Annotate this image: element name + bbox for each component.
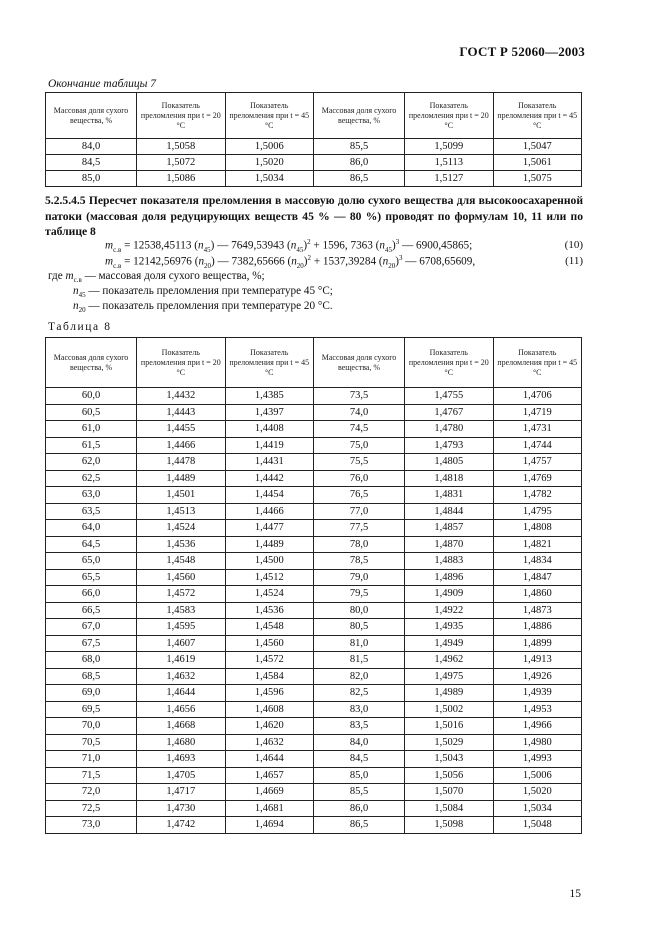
table-cell: 84,5 — [46, 155, 137, 171]
table-cell: 1,5058 — [137, 139, 225, 155]
table-cell: 1,4478 — [137, 454, 225, 471]
table-cell: 1,4935 — [405, 619, 493, 636]
table-cell: 76,0 — [313, 470, 404, 487]
table-cell: 1,5020 — [493, 784, 581, 801]
table-cell: 1,4385 — [225, 388, 313, 405]
table-cell: 74,0 — [313, 404, 404, 421]
table7-header-cell: Показатель преломления при t = 45 °С — [493, 93, 581, 139]
table-row — [46, 767, 582, 784]
table-cell: 78,0 — [313, 536, 404, 553]
table-cell: 65,0 — [46, 553, 137, 570]
legend-desc2: — показатель преломления при температуре 45 °С; — [85, 285, 333, 297]
table-cell: 1,4466 — [137, 437, 225, 454]
table-row — [46, 817, 582, 834]
legend-line-3 — [73, 300, 333, 314]
table-cell: 1,4860 — [493, 586, 581, 603]
table-cell: 67,5 — [46, 635, 137, 652]
formula11-part1: = 12142,56976 ( — [121, 255, 199, 268]
table-cell: 1,4706 — [493, 388, 581, 405]
formula10-part2: ) — 7649,53943 ( — [210, 239, 291, 252]
table-cell: 1,4949 — [405, 635, 493, 652]
table-cell: 74,5 — [313, 421, 404, 438]
formula11-part4: + 1537,39284 ( — [311, 255, 383, 268]
formula11-n2: n — [291, 255, 297, 268]
table-cell: 1,4744 — [493, 437, 581, 454]
formula-11 — [105, 254, 475, 270]
table7-header-cell: Показатель преломления при t = 45 °С — [225, 93, 313, 139]
table-cell: 1,4757 — [493, 454, 581, 471]
table-cell: 1,5070 — [405, 784, 493, 801]
legend-var3: n — [73, 300, 79, 312]
formula11-part2: ) — 7382,65666 ( — [211, 255, 292, 268]
formula11-n1: n — [198, 255, 205, 268]
table-cell: 86,0 — [313, 800, 404, 817]
formula11-n3: n — [382, 255, 389, 268]
legend-var1: m — [65, 270, 74, 282]
table-cell: 1,4886 — [493, 619, 581, 636]
table-cell: 1,4596 — [225, 685, 313, 702]
table-cell: 1,4909 — [405, 586, 493, 603]
table-cell: 1,4966 — [493, 718, 581, 735]
table-cell: 62,5 — [46, 470, 137, 487]
formula-11-number: (11) — [565, 255, 583, 267]
table-cell: 1,4926 — [493, 668, 581, 685]
formula10-part5: ) — [391, 239, 396, 252]
table-cell: 1,4524 — [225, 586, 313, 603]
formula10-pow3: 3 — [395, 238, 400, 246]
table-cell: 1,5048 — [493, 817, 581, 834]
table-cell: 1,4769 — [493, 470, 581, 487]
table-cell: 73,5 — [313, 388, 404, 405]
table-row — [46, 652, 582, 669]
table-cell: 79,0 — [313, 569, 404, 586]
table-cell: 1,4489 — [225, 536, 313, 553]
table-cell: 1,4767 — [405, 404, 493, 421]
legend-var2-sub: 45 — [78, 291, 86, 300]
formula10-part3: ) — [303, 239, 308, 252]
table-cell: 1,4883 — [405, 553, 493, 570]
table-row — [46, 569, 582, 586]
table-cell: 1,4489 — [137, 470, 225, 487]
table-cell: 61,5 — [46, 437, 137, 454]
table-cell: 73,0 — [46, 817, 137, 834]
table-row — [46, 602, 582, 619]
table-cell: 62,0 — [46, 454, 137, 471]
table-cell: 83,5 — [313, 718, 404, 735]
table-row — [46, 487, 582, 504]
table-cell: 69,5 — [46, 701, 137, 718]
table7-caption: Окончание таблицы 7 — [48, 78, 156, 90]
table-cell: 1,4442 — [225, 470, 313, 487]
table-row — [46, 800, 582, 817]
table-cell: 1,4632 — [137, 668, 225, 685]
formula11-part6: — 6708,65609, — [402, 255, 476, 268]
table-cell: 83,0 — [313, 701, 404, 718]
table-cell: 85,5 — [313, 784, 404, 801]
table-cell: 1,5086 — [137, 171, 225, 187]
formula10-part6: — 6900,45865; — [399, 239, 473, 252]
table-cell: 1,4731 — [493, 421, 581, 438]
table-cell: 1,5043 — [405, 751, 493, 768]
table-7 — [45, 92, 582, 187]
table-row — [46, 388, 582, 405]
table-cell: 1,4548 — [225, 619, 313, 636]
table-cell: 1,4536 — [225, 602, 313, 619]
table-cell: 1,4742 — [137, 817, 225, 834]
table-cell: 1,4939 — [493, 685, 581, 702]
table-cell: 1,5084 — [405, 800, 493, 817]
table-cell: 1,4584 — [225, 668, 313, 685]
table-row — [46, 171, 582, 187]
table7-header-cell: Массовая доля сухого вещества, % — [46, 93, 137, 139]
table-cell: 64,5 — [46, 536, 137, 553]
table-cell: 1,4431 — [225, 454, 313, 471]
table-cell: 1,4560 — [225, 635, 313, 652]
table-cell: 1,4896 — [405, 569, 493, 586]
table-cell: 81,0 — [313, 635, 404, 652]
formula11-part3: ) — [303, 255, 308, 268]
table-row — [46, 701, 582, 718]
table-cell: 1,4466 — [225, 503, 313, 520]
table-cell: 1,4793 — [405, 437, 493, 454]
table-row — [46, 734, 582, 751]
table-cell: 1,4680 — [137, 734, 225, 751]
table-cell: 1,4913 — [493, 652, 581, 669]
table-row — [46, 718, 582, 735]
table8-header-cell: Показатель преломления при t = 45 °С — [493, 338, 581, 388]
table7-header-cell: Массовая доля сухого вещества, % — [313, 93, 404, 139]
table-cell: 1,4975 — [405, 668, 493, 685]
table-cell: 1,4419 — [225, 437, 313, 454]
table-cell: 1,4500 — [225, 553, 313, 570]
table-cell: 1,5020 — [225, 155, 313, 171]
formula10-part4: + 1596, 7363 ( — [310, 239, 380, 252]
table7-header-cell: Показатель преломления при t = 20 °С — [137, 93, 225, 139]
table-row — [46, 470, 582, 487]
table-cell: 1,5016 — [405, 718, 493, 735]
table7-body — [46, 139, 582, 187]
table-cell: 1,4548 — [137, 553, 225, 570]
table-cell: 1,4719 — [493, 404, 581, 421]
table-cell: 79,5 — [313, 586, 404, 603]
table-cell: 75,5 — [313, 454, 404, 471]
table-cell: 1,4455 — [137, 421, 225, 438]
table-row — [46, 454, 582, 471]
table-cell: 1,5099 — [405, 139, 493, 155]
table-cell: 1,4620 — [225, 718, 313, 735]
table-cell: 1,4619 — [137, 652, 225, 669]
formula10-n2: n — [290, 239, 297, 252]
table-cell: 1,5098 — [405, 817, 493, 834]
table-row — [46, 784, 582, 801]
table-cell: 1,4693 — [137, 751, 225, 768]
table-cell: 66,0 — [46, 586, 137, 603]
formula10-n3: n — [379, 239, 385, 252]
table-cell: 76,5 — [313, 487, 404, 504]
table-cell: 1,4899 — [493, 635, 581, 652]
table-cell: 72,0 — [46, 784, 137, 801]
table-cell: 1,4834 — [493, 553, 581, 570]
table8-header-cell: Массовая доля сухого вещества, % — [46, 338, 137, 388]
table-cell: 67,0 — [46, 619, 137, 636]
table-row — [46, 503, 582, 520]
table-cell: 68,5 — [46, 668, 137, 685]
table-cell: 75,0 — [313, 437, 404, 454]
table-cell: 1,4857 — [405, 520, 493, 537]
formula10-n1: n — [198, 239, 204, 252]
table-row — [46, 536, 582, 553]
table-cell: 84,5 — [313, 751, 404, 768]
table-cell: 1,5061 — [493, 155, 581, 171]
table8-body — [46, 388, 582, 834]
legend-var1-sub: с.в — [73, 276, 82, 285]
table-cell: 1,4847 — [493, 569, 581, 586]
formula10-part1: = 12538,45113 ( — [121, 239, 199, 252]
section-5-2-5-4-5-text: 5.2.5.4.5 Пересчет показателя преломления в массовую долю сухого вещества для высокоосахаренной патоки (массовая доля редуцирующих веществ 45 % — 80 %) проводят по формулам 10, 11 или по таблице 8 — [45, 194, 583, 238]
table8-header-cell: Показатель преломления при t = 20 °С — [405, 338, 493, 388]
table-cell: 63,0 — [46, 487, 137, 504]
table-cell: 1,4953 — [493, 701, 581, 718]
table8-caption: Таблица 8 — [48, 321, 112, 333]
table-row — [46, 751, 582, 768]
table-cell: 86,0 — [313, 155, 404, 171]
formula11-lhs-var: m — [105, 255, 114, 268]
table8-header-cell: Показатель преломления при t = 20 °С — [137, 338, 225, 388]
table-cell: 71,5 — [46, 767, 137, 784]
table-row — [46, 586, 582, 603]
table-cell: 1,4705 — [137, 767, 225, 784]
table-cell: 1,4805 — [405, 454, 493, 471]
table-cell: 65,5 — [46, 569, 137, 586]
table-cell: 68,0 — [46, 652, 137, 669]
table-cell: 1,4730 — [137, 800, 225, 817]
page-number: 15 — [569, 888, 581, 900]
table8-header-row — [46, 338, 582, 388]
table-row — [46, 520, 582, 537]
table-cell: 1,4870 — [405, 536, 493, 553]
table-cell: 1,4844 — [405, 503, 493, 520]
table-cell: 1,5056 — [405, 767, 493, 784]
table7-header-row — [46, 93, 582, 139]
table-cell: 1,4572 — [137, 586, 225, 603]
formula-10-number: (10) — [564, 239, 583, 251]
table-cell: 1,5029 — [405, 734, 493, 751]
formula10-lhs-sub: с.в — [113, 245, 122, 254]
table-cell: 85,0 — [46, 171, 137, 187]
table-cell: 71,0 — [46, 751, 137, 768]
formula11-part5: ) — [395, 255, 399, 268]
table-cell: 1,5002 — [405, 701, 493, 718]
table-cell: 1,4397 — [225, 404, 313, 421]
table-cell: 86,5 — [313, 817, 404, 834]
table-cell: 70,0 — [46, 718, 137, 735]
table-cell: 1,4668 — [137, 718, 225, 735]
formula10-n3-sub: 45 — [384, 245, 392, 254]
table-cell: 1,4755 — [405, 388, 493, 405]
formula11-pow3: 3 — [398, 254, 403, 262]
table-cell: 1,4632 — [225, 734, 313, 751]
table-cell: 1,4524 — [137, 520, 225, 537]
table-cell: 1,5075 — [493, 171, 581, 187]
table-cell: 69,0 — [46, 685, 137, 702]
table-cell: 86,5 — [313, 171, 404, 187]
table-cell: 1,5127 — [405, 171, 493, 187]
table-cell: 1,4560 — [137, 569, 225, 586]
table-cell: 1,4993 — [493, 751, 581, 768]
legend-desc1: — массовая доля сухого вещества, %; — [81, 270, 265, 282]
table-cell: 1,5047 — [493, 139, 581, 155]
table-cell: 70,5 — [46, 734, 137, 751]
legend-desc3: — показатель преломления при температуре 20 °С. — [85, 300, 333, 312]
legend-intro: где — [48, 270, 66, 282]
table-cell: 1,4922 — [405, 602, 493, 619]
table-cell: 1,5006 — [225, 139, 313, 155]
table-cell: 1,4962 — [405, 652, 493, 669]
formula11-n2-sub: 20 — [296, 261, 304, 270]
table-cell: 63,5 — [46, 503, 137, 520]
table-cell: 1,4782 — [493, 487, 581, 504]
table-cell: 84,0 — [46, 139, 137, 155]
table-row — [46, 421, 582, 438]
table-cell: 1,5034 — [225, 171, 313, 187]
table-row — [46, 553, 582, 570]
table-cell: 1,4408 — [225, 421, 313, 438]
table-cell: 1,4831 — [405, 487, 493, 504]
table-row — [46, 668, 582, 685]
table-row — [46, 635, 582, 652]
table-cell: 1,4780 — [405, 421, 493, 438]
table-cell: 1,4607 — [137, 635, 225, 652]
formula11-pow2: 2 — [307, 254, 312, 262]
table-row — [46, 619, 582, 636]
table-row — [46, 404, 582, 421]
table-cell: 1,4694 — [225, 817, 313, 834]
table-row — [46, 155, 582, 171]
table-cell: 80,5 — [313, 619, 404, 636]
table-cell: 1,4644 — [225, 751, 313, 768]
table-cell: 1,4989 — [405, 685, 493, 702]
table-cell: 1,4583 — [137, 602, 225, 619]
table-cell: 1,4669 — [225, 784, 313, 801]
table-cell: 82,5 — [313, 685, 404, 702]
table7-header-cell: Показатель преломления при t = 20 °С — [405, 93, 493, 139]
table-cell: 60,0 — [46, 388, 137, 405]
table-cell: 1,4818 — [405, 470, 493, 487]
table-cell: 1,4536 — [137, 536, 225, 553]
formula10-lhs-var: m — [105, 239, 114, 252]
table-cell: 1,5113 — [405, 155, 493, 171]
table-cell: 1,4454 — [225, 487, 313, 504]
table-cell: 1,4656 — [137, 701, 225, 718]
legend-var3-sub: 20 — [78, 306, 86, 315]
table-cell: 84,0 — [313, 734, 404, 751]
table-cell: 1,4443 — [137, 404, 225, 421]
table-cell: 1,4572 — [225, 652, 313, 669]
table-cell: 78,5 — [313, 553, 404, 570]
table-cell: 1,4501 — [137, 487, 225, 504]
table-cell: 1,4657 — [225, 767, 313, 784]
formula-10 — [105, 238, 472, 254]
formula10-n2-sub: 45 — [296, 245, 304, 254]
formula11-n3-sub: 20 — [388, 261, 396, 270]
table-cell: 1,4608 — [225, 701, 313, 718]
table-cell: 1,4873 — [493, 602, 581, 619]
table-cell: 1,4980 — [493, 734, 581, 751]
table-cell: 77,0 — [313, 503, 404, 520]
formula10-n1-sub: 45 — [203, 245, 211, 254]
table-cell: 1,5034 — [493, 800, 581, 817]
table-8 — [45, 337, 582, 834]
table-cell: 1,4477 — [225, 520, 313, 537]
table-cell: 1,4681 — [225, 800, 313, 817]
formula11-lhs-sub: с.в — [113, 261, 122, 270]
table-cell: 64,0 — [46, 520, 137, 537]
table-cell: 81,5 — [313, 652, 404, 669]
table-cell: 1,4808 — [493, 520, 581, 537]
formula10-pow2: 2 — [307, 238, 311, 246]
table8-header-cell: Массовая доля сухого вещества, % — [313, 338, 404, 388]
table-cell: 1,4644 — [137, 685, 225, 702]
table-cell: 1,4432 — [137, 388, 225, 405]
table-cell: 85,0 — [313, 767, 404, 784]
table-cell: 1,4795 — [493, 503, 581, 520]
table-cell: 77,5 — [313, 520, 404, 537]
table-cell: 66,5 — [46, 602, 137, 619]
table-cell: 85,5 — [313, 139, 404, 155]
formula11-n1-sub: 20 — [204, 261, 212, 270]
legend-line-1 — [48, 270, 265, 284]
table-cell: 1,4717 — [137, 784, 225, 801]
table-cell: 82,0 — [313, 668, 404, 685]
table-cell: 61,0 — [46, 421, 137, 438]
table-cell: 1,4595 — [137, 619, 225, 636]
table-cell: 1,5072 — [137, 155, 225, 171]
table-row — [46, 685, 582, 702]
table-cell: 1,4512 — [225, 569, 313, 586]
table-cell: 1,5006 — [493, 767, 581, 784]
table-row — [46, 437, 582, 454]
table8-header-cell: Показатель преломления при t = 45 °С — [225, 338, 313, 388]
table-cell: 1,4513 — [137, 503, 225, 520]
table-row — [46, 139, 582, 155]
legend-line-2 — [73, 285, 333, 299]
document-id-header: ГОСТ Р 52060—2003 — [459, 44, 585, 59]
table-cell: 1,4821 — [493, 536, 581, 553]
table-cell: 80,0 — [313, 602, 404, 619]
table-cell: 72,5 — [46, 800, 137, 817]
legend-var2: n — [73, 285, 79, 297]
table-cell: 60,5 — [46, 404, 137, 421]
